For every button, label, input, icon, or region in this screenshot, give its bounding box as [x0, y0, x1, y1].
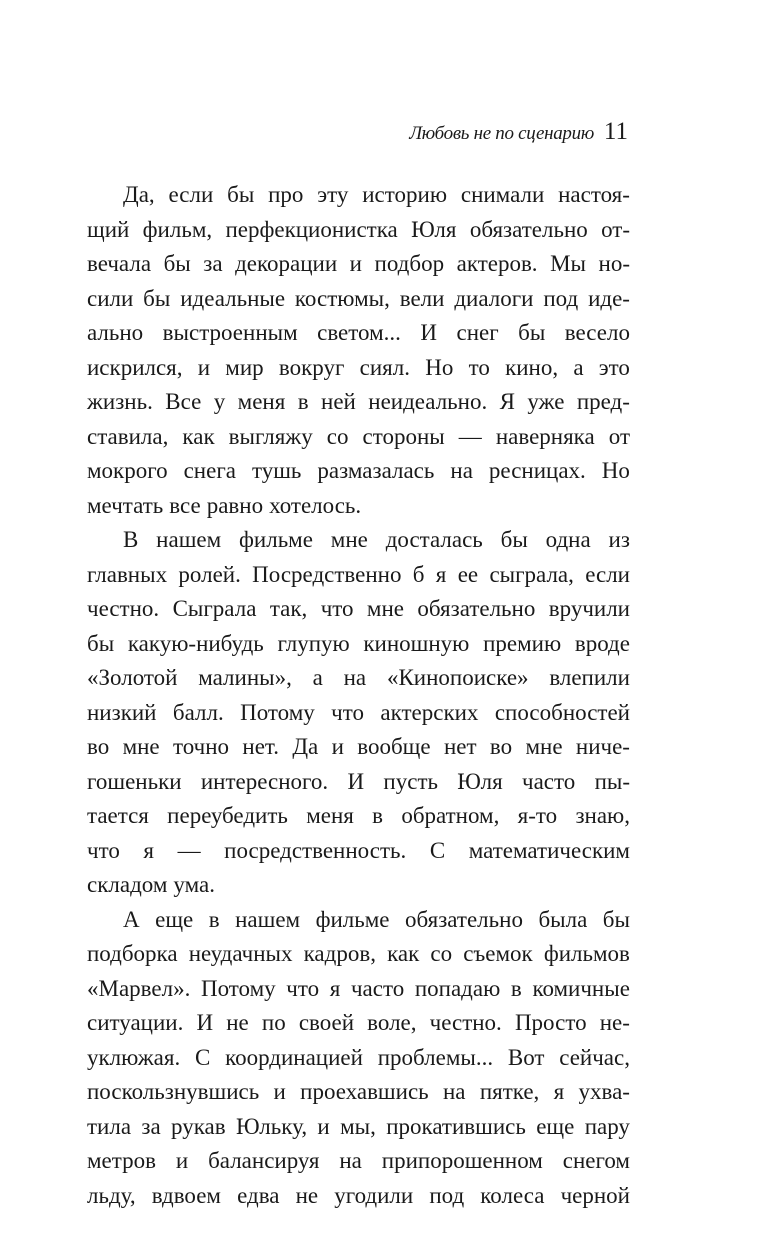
text-line: уклюжая. С координацией проблемы... Вот сейчас, — [87, 1044, 630, 1070]
running-header — [0, 118, 628, 146]
body-text — [87, 178, 630, 1213]
text-line: «Марвел». Потому что я часто попадаю в комичные — [87, 975, 630, 1001]
text-line: честно. Сыграла так, что мне обязательно вручили — [87, 596, 630, 621]
text-line: мокрого снега тушь размазалась на ресницах. Но — [87, 458, 630, 483]
text-line: жизнь. Все у меня в ней неидеально. Я уже пред- — [87, 389, 630, 414]
text-line: искрился, и мир вокруг сиял. Но то кино, а это — [87, 354, 630, 380]
text-line: Да, если бы про эту историю снимали настоя- — [123, 182, 630, 207]
text-line: что я — посредственность. С математическим — [87, 837, 630, 863]
paragraph — [87, 178, 630, 523]
text-line: поскользнувшись и проехавшись на пятке, я ухва- — [87, 1079, 630, 1104]
text-line: подборка неудачных кадров, как со съемок фильмов — [87, 941, 630, 966]
text-line: ально выстроенным светом... И снег бы весело — [87, 320, 630, 345]
text-line: тается переубедить меня в обратном, я-то знаю, — [87, 803, 630, 828]
text-line: льду, вдвоем едва не угодили под колеса черной — [87, 1182, 630, 1208]
text-line: тила за рукав Юльку, и мы, прокатившись еще пару — [87, 1113, 630, 1139]
text-line: мечтать все равно хотелось. — [87, 492, 362, 518]
text-line: А еще в нашем фильме обязательно была бы — [123, 906, 630, 932]
text-line: главных ролей. Посредственно б я ее сыграла, если — [87, 561, 630, 587]
running-title: Любовь не по сценарию — [409, 123, 594, 144]
text-line: вечала бы за декорации и подбор актеров. Мы но- — [87, 251, 630, 276]
text-line: ситуации. И не по своей воле, честно. Просто не- — [87, 1010, 630, 1035]
text-line: «Золотой малины», а на «Кинопоиске» влепили — [87, 665, 630, 690]
text-line: бы какую-нибудь глупую киношную премию вроде — [87, 630, 630, 656]
text-line: складом ума. — [87, 872, 215, 897]
paragraph — [87, 523, 630, 903]
text-line: В нашем фильме мне досталась бы одна из — [123, 527, 630, 552]
page-number: 11 — [603, 118, 628, 145]
text-line: щий фильм, перфекционистка Юля обязательно от- — [87, 216, 630, 242]
text-line: ставила, как выгляжу со стороны — наверняка от — [87, 423, 630, 449]
text-line: гошеньки интересного. И пусть Юля часто пы- — [87, 768, 630, 794]
text-line: во мне точно нет. Да и вообще нет во мне ниче- — [87, 734, 630, 759]
text-line: сили бы идеальные костюмы, вели диалоги под иде- — [87, 285, 630, 311]
text-line: метров и балансируя на припорошенном снегом — [87, 1148, 630, 1173]
text-line: низкий балл. Потому что актерских способностей — [87, 699, 630, 725]
paragraph — [87, 903, 630, 1214]
